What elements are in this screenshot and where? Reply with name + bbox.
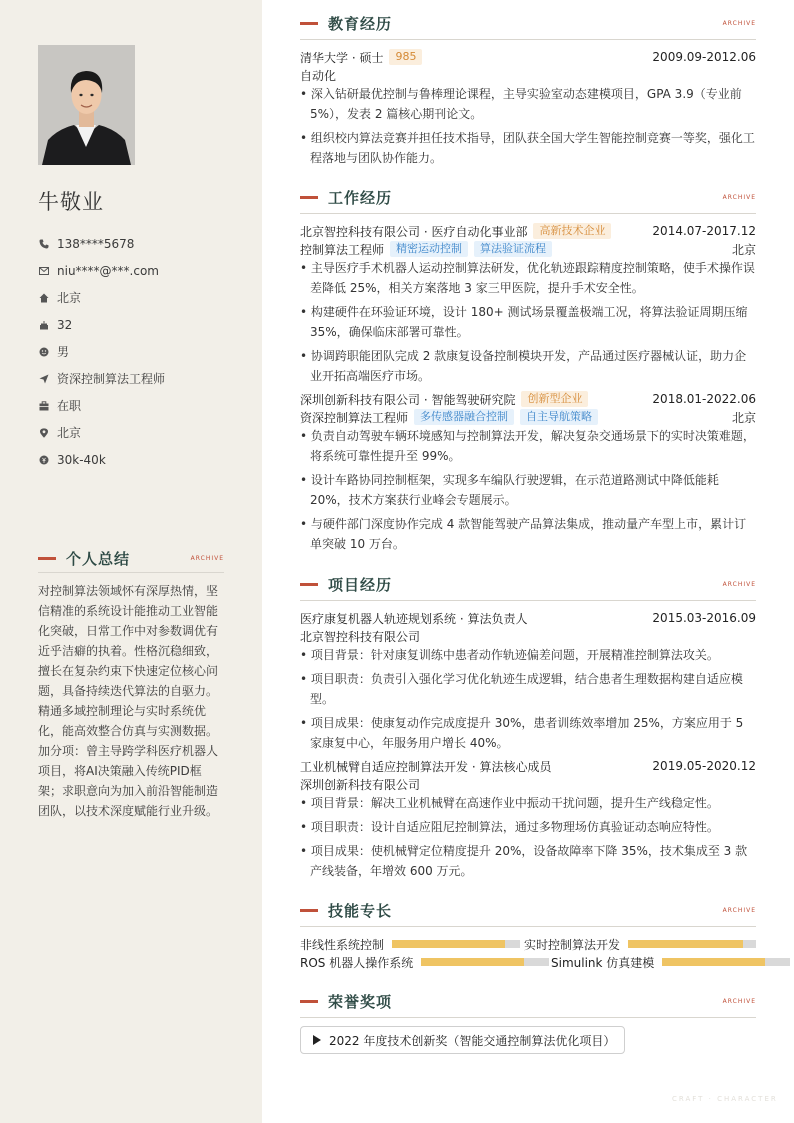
- work-title: 工作经历: [328, 189, 393, 207]
- contact-location: [38, 419, 238, 446]
- skill-bar: [392, 940, 520, 948]
- projects-section-header: [300, 569, 756, 601]
- education-major-row: [300, 66, 756, 84]
- job-date: 2018.01-2022.06: [652, 392, 756, 406]
- project-row: [300, 609, 756, 627]
- job-bullet: • 与硬件部门深度协作完成 4 款智能驾驶产品算法集成，推动量产车型上市，累计订单突破 10 万台。: [300, 517, 747, 551]
- cake-icon: [38, 319, 50, 331]
- school-name: 清华大学 · 硕士: [300, 50, 384, 65]
- contact-age: [38, 311, 238, 338]
- education-title: 教育经历: [328, 14, 393, 33]
- education-bullet: • 深入钻研最优控制与鲁棒理论课程，主导实验室动态建模项目，GPA 3.9（专业前5%），发表 2 篇核心期刊论文。: [300, 87, 742, 121]
- summary-title: 个人总结: [66, 549, 131, 568]
- project-company: 深圳创新科技有限公司: [300, 777, 421, 792]
- school-tag: 985: [389, 49, 422, 65]
- accent-bar: [300, 583, 318, 586]
- project-company-row: [300, 627, 756, 645]
- briefcase-icon: [38, 400, 50, 412]
- project-row: [300, 757, 756, 775]
- summary-section-header: [38, 544, 224, 573]
- contact-status: [38, 392, 238, 419]
- education-major: 自动化: [300, 68, 337, 83]
- company-tag: 高新技术企业: [533, 223, 611, 239]
- skill-item: [524, 935, 756, 953]
- skill-bar: [628, 940, 756, 948]
- contact-status-text: 在职: [57, 399, 82, 413]
- home-icon: [38, 292, 50, 304]
- job-role: 控制算法工程师: [300, 242, 385, 257]
- archive-label: ARCHIVE: [722, 997, 756, 1005]
- archive-label: ARCHIVE: [190, 554, 224, 562]
- contact-salary: [38, 446, 238, 473]
- project-bullet: • 项目职责：负责引入强化学习优化轨迹生成逻辑，结合患者生理数据构建自适应模型。: [300, 672, 743, 706]
- skill-tag: 精密运动控制: [390, 241, 468, 257]
- skill-name: 实时控制算法开发: [524, 937, 621, 952]
- skills-section-header: [300, 895, 756, 927]
- mail-icon: [38, 265, 50, 277]
- job-company: 深圳创新科技有限公司 · 智能驾驶研究院: [300, 392, 516, 407]
- education-section-header: [300, 7, 756, 40]
- skill-bar-fill: [628, 940, 743, 948]
- skill-item: [551, 953, 790, 971]
- job-date: 2014.07-2017.12: [652, 224, 756, 238]
- job-bullet: • 负责自动驾驶车辆环境感知与控制算法开发，解决复杂交通场景下的实时决策难题，将系统可靠性提升至 99%。: [300, 429, 755, 463]
- summary-text: 对控制算法领域怀有深厚热情，坚信精准的系统设计能推动工业智能化突破，日常工作中对参数调优有近乎洁癖的执着。性格沉稳细致，擅长在复杂约束下快速定位核心问题，具备持续迭代算法的自驱力。精通多域控制理论与实时系统优化，能高效整合仿真与实测数据。加分项：曾主导跨学科医疗机器人项目，将AI决策融入传统PID框架；求职意向为加入前沿智能制造团队，以技术深度赋能行业升级。: [38, 584, 219, 818]
- play-triangle-icon: [313, 1035, 321, 1045]
- education-bullet: • 组织校内算法竞赛并担任技术指导，团队获全国大学生智能控制竞赛一等奖，强化工程落地与团队协作能力。: [300, 131, 755, 165]
- phone-icon: [38, 238, 50, 250]
- skill-name: ROS 机器人操作系统: [300, 955, 414, 970]
- skill-tag: 自主导航策略: [520, 409, 598, 425]
- projects-title: 项目经历: [328, 576, 393, 594]
- skill-bar: [662, 958, 790, 966]
- project-bullet: • 项目背景：解决工业机械臂在高速作业中振动干扰问题，提升生产线稳定性。: [300, 796, 719, 810]
- contact-list: [38, 230, 238, 473]
- award-item: [300, 1026, 625, 1054]
- sidebar: [0, 0, 262, 1123]
- job-row: [300, 390, 756, 408]
- skill-item: [300, 953, 549, 971]
- contact-position-text: 资深控制算法工程师: [57, 372, 166, 386]
- accent-bar: [300, 1000, 318, 1003]
- project-date: 2019.05-2020.12: [652, 759, 756, 773]
- project-bullet: • 项目职责：设计自适应阻尼控制算法，通过多物理场仿真验证动态响应特性。: [300, 820, 719, 834]
- skill-tag: 多传感器融合控制: [414, 409, 514, 425]
- project-date: 2015.03-2016.09: [652, 611, 756, 625]
- archive-label: ARCHIVE: [722, 19, 756, 27]
- job-city: 北京: [731, 242, 756, 257]
- job-bullet: • 主导医疗手术机器人运动控制算法研发，优化轨迹跟踪精度控制策略，使手术操作误差降低 25%，相关方案落地 3 家三甲医院，提升手术安全性。: [300, 261, 755, 295]
- skill-item: [300, 935, 520, 953]
- accent-bar: [38, 557, 56, 560]
- job-role: 资深控制算法工程师: [300, 410, 409, 425]
- contact-home: [38, 284, 238, 311]
- skill-name: 非线性系统控制: [300, 937, 385, 952]
- project-company: 北京智控科技有限公司: [300, 629, 421, 644]
- award-text: 2022 年度技术创新奖（智能交通控制算法优化项目）: [329, 1033, 616, 1048]
- job-row: [300, 222, 756, 240]
- company-tag: 创新型企业: [521, 391, 588, 407]
- project-bullet: • 项目背景：针对康复训练中患者动作轨迹偏差问题，开展精准控制算法攻关。: [300, 648, 719, 662]
- skill-name: Simulink 仿真建模: [551, 955, 655, 970]
- honors-section-header: [300, 985, 756, 1018]
- candidate-name: 牛敬业: [38, 190, 104, 214]
- contact-location-text: 北京: [57, 426, 82, 440]
- contact-position: [38, 365, 238, 392]
- job-bullet: • 协调跨职能团队完成 2 款康复设备控制模块开发，产品通过医疗器械认证，助力企业开拓高端医疗市场。: [300, 349, 747, 383]
- project-name: 工业机械臂自适应控制算法开发 · 算法核心成员: [300, 759, 552, 774]
- accent-bar: [300, 196, 318, 199]
- skill-bar: [421, 958, 549, 966]
- job-company: 北京智控科技有限公司 · 医疗自动化事业部: [300, 224, 528, 239]
- accent-bar: [300, 909, 318, 912]
- contact-gender: [38, 338, 238, 365]
- archive-label: ARCHIVE: [722, 581, 756, 588]
- gender-icon: [38, 346, 50, 358]
- send-icon: [38, 373, 50, 385]
- education-row: [300, 48, 756, 66]
- skill-bar-fill: [662, 958, 764, 966]
- project-bullet: • 项目成果：使康复动作完成度提升 30%，患者训练效率增加 25%，方案应用于 5 家康复中心，年服务用户增长 40%。: [300, 716, 744, 750]
- skill-tag: 算法验证流程: [474, 241, 552, 257]
- contact-phone-text: 138****5678: [57, 236, 135, 251]
- contact-phone: [38, 230, 238, 257]
- footer-watermark: CRAFT · CHARACTER: [672, 1095, 778, 1103]
- profile-photo: [38, 45, 135, 165]
- project-name: 医疗康复机器人轨迹规划系统 · 算法负责人: [300, 611, 528, 626]
- job-role-row: [300, 240, 756, 258]
- education-date: 2009.09-2012.06: [652, 50, 756, 64]
- job-bullet: • 设计车路协同控制框架，实现多车编队行驶逻辑，在示范道路测试中降低能耗 20%，技术方案获行业峰会专题展示。: [300, 473, 719, 507]
- skill-bar-fill: [392, 940, 505, 948]
- job-bullet: • 构建硬件在环验证环境，设计 180+ 测试场景覆盖极端工况，将算法验证周期压缩 35%，确保临床部署可靠性。: [300, 305, 748, 339]
- archive-label: ARCHIVE: [722, 907, 756, 914]
- contact-home-text: 北京: [57, 291, 82, 305]
- contact-gender-text: 男: [57, 345, 70, 359]
- accent-bar: [300, 22, 318, 25]
- honors-title: 荣誉奖项: [328, 992, 393, 1011]
- money-icon: [38, 454, 50, 466]
- job-role-row: [300, 408, 756, 426]
- project-bullet: • 项目成果：使机械臂定位精度提升 20%，设备故障率下降 35%，技术集成至 3 款产线装备，年增效 600 万元。: [300, 844, 748, 878]
- skill-bar-fill: [421, 958, 523, 966]
- contact-email: [38, 257, 238, 284]
- project-company-row: [300, 775, 756, 793]
- location-icon: [38, 427, 50, 439]
- contact-salary-text: 30k-40k: [57, 452, 106, 467]
- contact-email-text: niu****@***.com: [57, 263, 159, 278]
- skills-title: 技能专长: [328, 902, 393, 920]
- work-section-header: [300, 182, 756, 214]
- archive-label: ARCHIVE: [722, 194, 756, 201]
- contact-age-text: 32: [57, 317, 73, 332]
- job-city: 北京: [731, 410, 756, 425]
